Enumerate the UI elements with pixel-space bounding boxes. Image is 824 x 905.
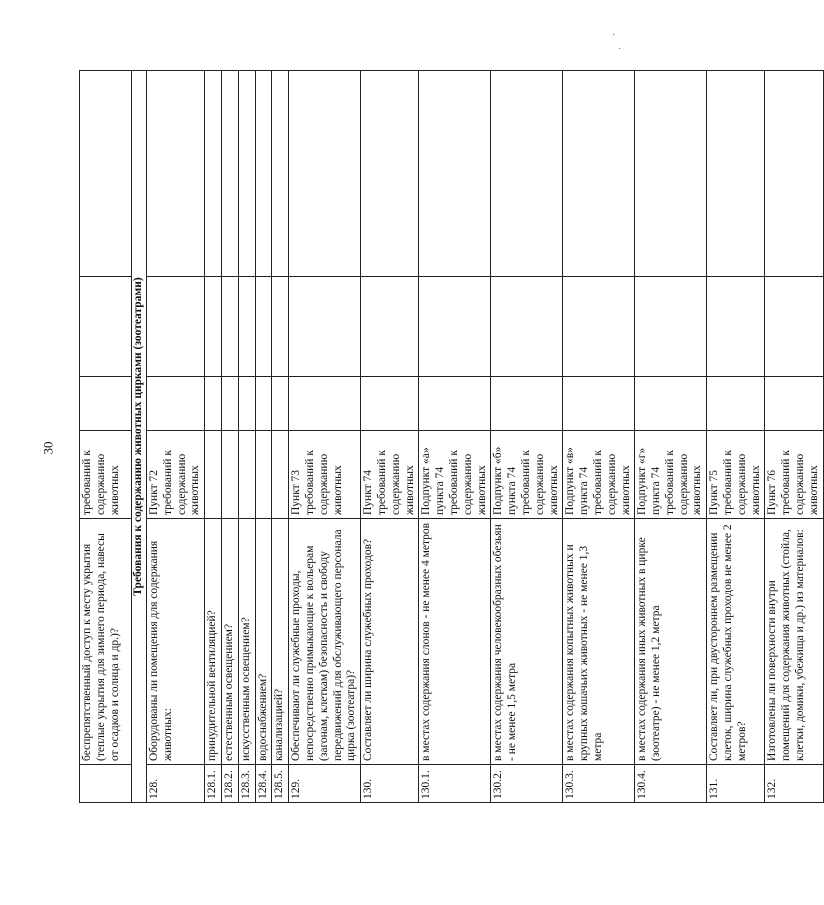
section-header-row: [132, 71, 147, 803]
table-row: [80, 71, 132, 803]
empty-cell: [147, 377, 205, 431]
table-row: [419, 71, 491, 803]
empty-cell: [765, 377, 823, 431]
table-row: [255, 71, 272, 803]
question-cell: Обеспечивают ли служебные проходы, непосредственно примыкающие к вольерам (загонам, клеткам) безопасность и свободу передвижений для обслуживающего персонала цирка (зоотеатра)?: [289, 519, 361, 765]
section-title: Требования к содержанию животных цирками (зоотеатрами): [132, 71, 147, 803]
row-number-cell: 128.5.: [272, 765, 289, 803]
empty-cell: [205, 71, 222, 277]
question-cell: естественным освещением?: [221, 519, 238, 765]
question-cell: канализацией?: [272, 519, 289, 765]
table-row: [221, 71, 238, 803]
empty-cell: [491, 377, 563, 431]
question-cell: принудительной вентиляцией?: [205, 519, 222, 765]
empty-cell: [361, 71, 419, 277]
row-number-cell: 130.1.: [419, 765, 491, 803]
empty-cell: [765, 277, 823, 377]
empty-cell: [80, 277, 132, 377]
empty-cell: [419, 277, 491, 377]
question-cell: в местах содержания копытных животных и крупных кошачьих животных - не менее 1,3 метра: [563, 519, 635, 765]
scan-speck: ·: [618, 44, 622, 55]
empty-cell: [221, 377, 238, 431]
row-number-cell: 130.3.: [563, 765, 635, 803]
empty-cell: [272, 277, 289, 377]
reference-cell: Подпункт «а» пункта 74 требований к содержанию животных: [419, 431, 491, 519]
question-cell: искусственным освещением?: [238, 519, 255, 765]
reference-cell: Подпункт «в» пункта 74 требований к содержанию животных: [563, 431, 635, 519]
empty-cell: [635, 71, 707, 277]
empty-cell: [205, 377, 222, 431]
rotated-document: [79, 71, 820, 803]
row-number-cell: 132.: [765, 765, 823, 803]
reference-cell: Пункт 72 требований к содержанию животных: [147, 431, 205, 519]
empty-cell: [238, 377, 255, 431]
reference-cell: Пункт 74 требований к содержанию животных: [361, 431, 419, 519]
empty-cell: [205, 277, 222, 377]
table-row: [707, 71, 765, 803]
reference-cell: Пункт 76 требований к содержанию животных: [765, 431, 823, 519]
question-cell: в местах содержания слонов - не менее 4 метров: [419, 519, 491, 765]
reference-cell: [221, 431, 238, 519]
empty-cell: [635, 277, 707, 377]
question-cell: в местах содержания иных животных в цирке (зоотеатре) - не менее 1,2 метра: [635, 519, 707, 765]
reference-cell: [205, 431, 222, 519]
reference-cell: Подпункт «г» пункта 74 требований к содержанию животных: [635, 431, 707, 519]
table-row: [289, 71, 361, 803]
empty-cell: [238, 71, 255, 277]
empty-cell: [255, 277, 272, 377]
checklist-table: [79, 70, 824, 803]
empty-cell: [361, 377, 419, 431]
empty-cell: [563, 71, 635, 277]
empty-cell: [707, 277, 765, 377]
empty-cell: [635, 377, 707, 431]
reference-cell: [255, 431, 272, 519]
question-cell: водоснабжением?: [255, 519, 272, 765]
empty-cell: [80, 71, 132, 277]
empty-cell: [707, 377, 765, 431]
table-row: [635, 71, 707, 803]
empty-cell: [272, 71, 289, 277]
row-number-cell: 128.2.: [221, 765, 238, 803]
row-number-cell: 128.4.: [255, 765, 272, 803]
question-cell: беспрепятственный доступ к месту укрытия (теплые укрытия для зимнего периода, навесы от осадков и солнца и др.)?: [80, 519, 132, 765]
empty-cell: [491, 71, 563, 277]
reference-cell: [238, 431, 255, 519]
reference-cell: Пункт 75 требований к содержанию животных: [707, 431, 765, 519]
page-number: 30: [40, 441, 56, 455]
question-cell: в местах содержания человекообразных обезьян - не менее 1,5 метра: [491, 519, 563, 765]
empty-cell: [272, 377, 289, 431]
empty-cell: [563, 377, 635, 431]
reference-cell: требований к содержанию животных: [80, 431, 132, 519]
empty-cell: [419, 377, 491, 431]
empty-cell: [147, 277, 205, 377]
empty-cell: [707, 71, 765, 277]
row-number-cell: 131.: [707, 765, 765, 803]
empty-cell: [361, 277, 419, 377]
table-row: [491, 71, 563, 803]
row-number-cell: 130.: [361, 765, 419, 803]
table-row: [765, 71, 823, 803]
question-cell: Оборудованы ли помещения для содержания животных:: [147, 519, 205, 765]
question-cell: Составляет ли, при двустороннем размещении клеток, ширина служебных проходов не менее 2 метров?: [707, 519, 765, 765]
question-cell: Составляет ли ширина служебных проходов?: [361, 519, 419, 765]
reference-cell: Подпункт «б» пункта 74 требований к содержанию животных: [491, 431, 563, 519]
row-number-cell: 130.4.: [635, 765, 707, 803]
row-number-cell: 128.3.: [238, 765, 255, 803]
empty-cell: [255, 71, 272, 277]
table-row: [147, 71, 205, 803]
empty-cell: [765, 71, 823, 277]
empty-cell: [147, 71, 205, 277]
empty-cell: [221, 277, 238, 377]
empty-cell: [419, 71, 491, 277]
table-row: [205, 71, 222, 803]
question-cell: Изготовлены ли поверхности внутри помещений для содержания животных (стойла, клетки, домики, убежища и др.) из материалов:: [765, 519, 823, 765]
reference-cell: [272, 431, 289, 519]
row-number-cell: 129.: [289, 765, 361, 803]
row-number-cell: 130.2.: [491, 765, 563, 803]
empty-cell: [289, 71, 361, 277]
empty-cell: [221, 71, 238, 277]
table-row: [563, 71, 635, 803]
empty-cell: [563, 277, 635, 377]
empty-cell: [80, 377, 132, 431]
empty-cell: [491, 277, 563, 377]
empty-cell: [289, 377, 361, 431]
table-row: [238, 71, 255, 803]
table-row: [361, 71, 419, 803]
empty-cell: [238, 277, 255, 377]
empty-cell: [289, 277, 361, 377]
empty-cell: [255, 377, 272, 431]
reference-cell: Пункт 73 требований к содержанию животных: [289, 431, 361, 519]
row-number-cell: 128.1.: [205, 765, 222, 803]
table-row: [272, 71, 289, 803]
row-number-cell: 128.: [147, 765, 205, 803]
scan-speck: ·: [612, 30, 616, 41]
row-number-cell: [80, 765, 132, 803]
